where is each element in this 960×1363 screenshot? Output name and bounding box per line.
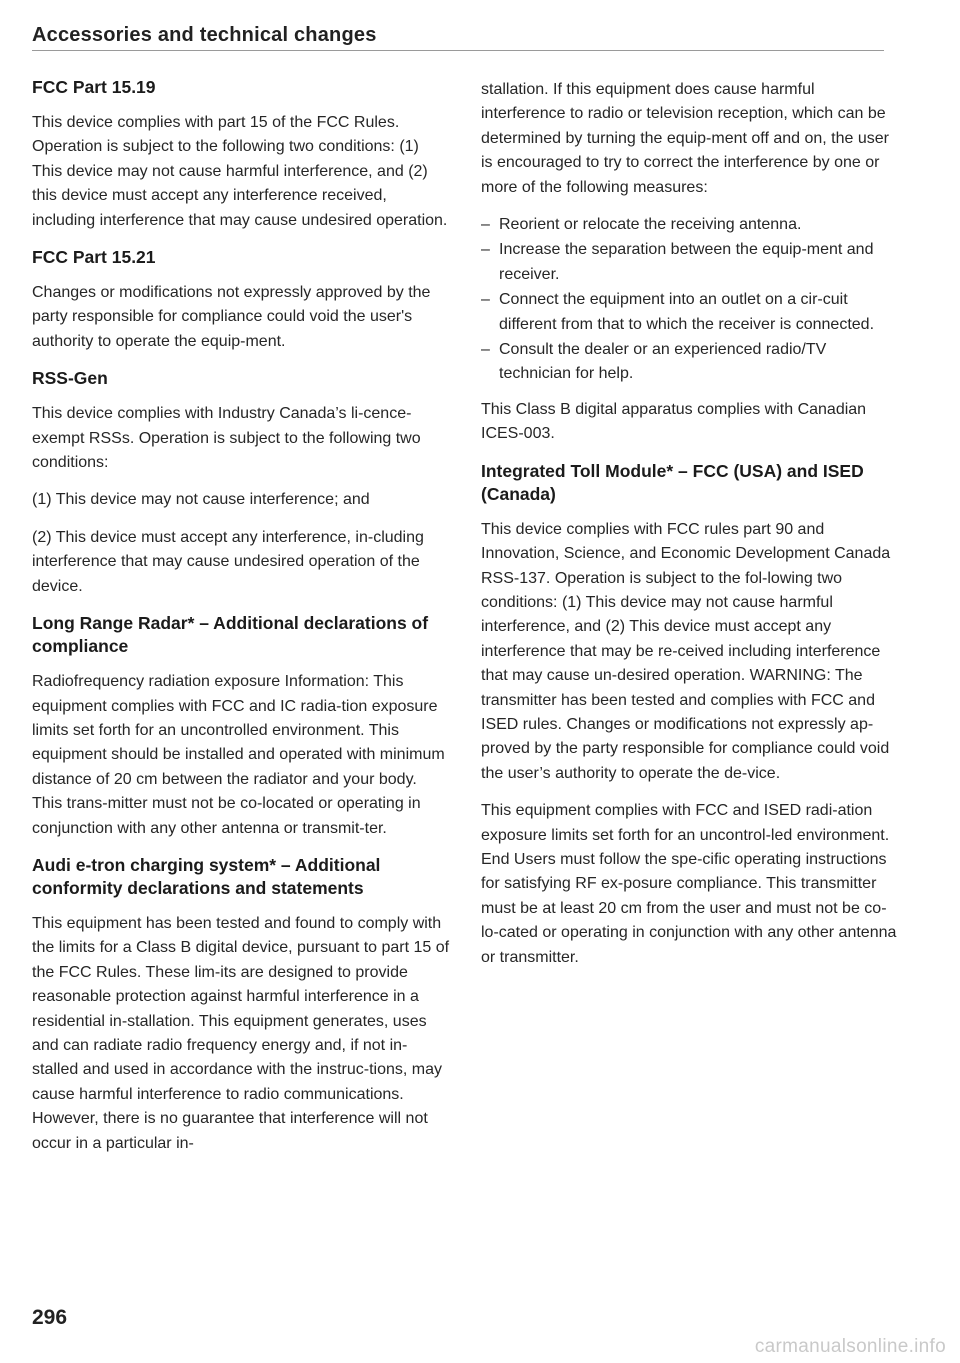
section-paragraph: This device complies with part 15 of the FCC Rules. Operation is subject to the following two conditions: (1) This device may not cause harmful interference, and (2) this device must accept any interference received, including interference that may cause undesired operation. — [32, 114, 448, 229]
section-heading: FCC Part 15.21 — [32, 247, 156, 268]
section-integrated-toll-module — [481, 460, 899, 970]
section-fcc-15-21 — [32, 246, 450, 354]
section-paragraph: (2) This device must accept any interference, in-cluding interference that may cause undesired operation of the device. — [32, 528, 424, 595]
section-paragraph: This device complies with FCC rules part 90 and Innovation, Science, and Economic Development Canada RSS-137. Operation is subject to the fol-lowing two conditions: (1) This device may not cause harmful interference, and (2) This device must accept any interference that may be re-ceived including interference that may cause un-desired operation. WARNING: The transmitter has been tested and complies with FCC and ISED rules. Changes or modifications not expressly ap-proved by the party responsible for compliance could void the user’s authority to operate the de-vice. — [481, 520, 891, 782]
section-heading: RSS-Gen — [32, 368, 108, 389]
watermark: carmanualsonline.info — [754, 1336, 946, 1357]
section-paragraph: This equipment has been tested and found to comply with the limits for a Class B digital device, pursuant to part 15 of the FCC Rules. These lim-its are designed to provide reasonable protection against harmful interference in a residential in-stallation. This equipment generates, uses and can radiate radio frequency energy and, if not in-stalled and used in accordance with the instruc-tions, may cause harmful interference to radio communications. However, there is no guarantee that interference will not occur in a particular in- — [32, 914, 450, 1152]
right-column — [481, 78, 899, 983]
list-item: – Consult the dealer or an experienced radio/TV technician for help. — [481, 338, 899, 387]
continued-paragraph: stallation. If this equipment does cause harmful interference to radio or television reception, which can be determined by turning the equip-ment off and on, the user is encouraged to try to correct the interference by one or more of the following measures: — [481, 81, 889, 196]
section-long-range-radar — [32, 612, 450, 841]
measures-list — [481, 213, 899, 387]
section-heading: Long Range Radar* – Additional declarations of compliance — [32, 613, 429, 657]
list-item: – Reorient or relocate the receiving antenna. — [481, 213, 899, 237]
section-paragraph: (1) This device may not cause interference; and — [32, 491, 370, 509]
left-column — [32, 76, 450, 1169]
list-item: – Increase the separation between the equip-ment and receiver. — [481, 238, 899, 287]
section-heading: Integrated Toll Module* – FCC (USA) and ISED (Canada) — [481, 460, 864, 504]
header-divider — [32, 50, 884, 51]
ices-statement: This Class B digital apparatus complies with Canadian ICES-003. — [481, 400, 867, 443]
section-paragraph: This device complies with Industry Canada’s li-cence-exempt RSSs. Operation is subject to the following two conditions: — [32, 405, 421, 472]
section-heading: FCC Part 15.19 — [32, 77, 156, 97]
page-number: 296 — [32, 1306, 68, 1329]
page-header-title: Accessories and technical changes — [32, 24, 377, 46]
section-paragraph: This equipment complies with FCC and ISED radi-ation exposure limits set forth for an uncontrol-led environment. End Users must follow the spe-cific operating instructions for satisfying RF ex-posure compliance. This transmitter must be at least 20 cm from the user and must not be co-lo-cated or operating in conjunction with any other antenna or transmitter. — [481, 802, 897, 966]
section-fcc-15-19 — [32, 76, 450, 233]
section-rss-gen — [32, 367, 450, 599]
section-heading: Audi e-tron charging system* – Additional conformity declarations and statements — [32, 854, 381, 898]
section-paragraph: Radiofrequency radiation exposure Information: This equipment complies with FCC and IC radia-tion exposure limits set forth for an uncontrolled environment. This equipment should be installed and operated with minimum distance of 20 cm between the radiator and your body. This trans-mitter must not be co-located or operating in conjunction with any other antenna or transmit-ter. — [32, 673, 445, 837]
list-item: – Connect the equipment into an outlet on a cir-cuit different from that to which the receiver is connected. — [481, 288, 899, 337]
section-paragraph: Changes or modifications not expressly approved by the party responsible for compliance could void the user's authority to operate the equip-ment. — [32, 284, 431, 350]
section-e-tron-charging — [32, 854, 450, 1156]
